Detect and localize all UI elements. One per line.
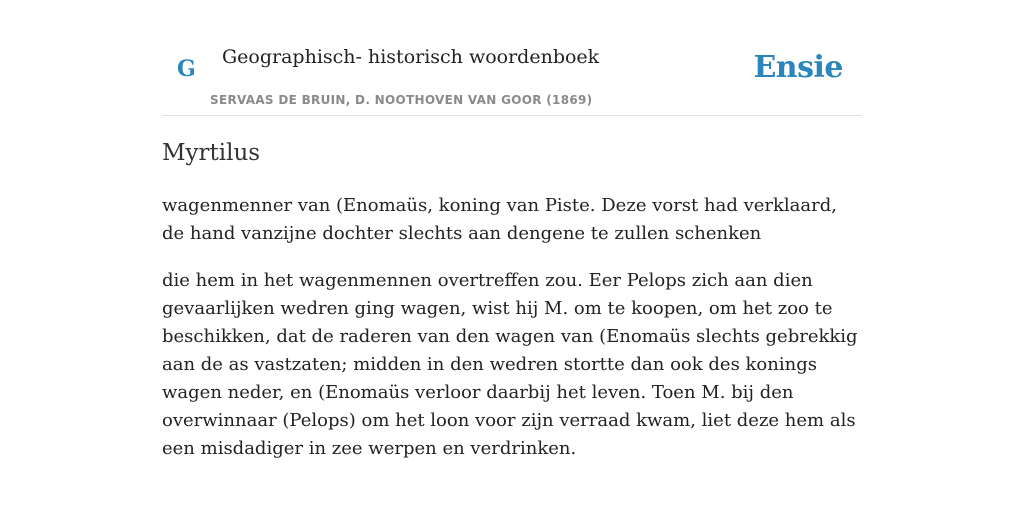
book-initial-icon[interactable]: G (177, 56, 196, 82)
book-author: SERVAAS DE BRUIN, D. NOOTHOVEN VAN GOOR (1869) (210, 93, 593, 107)
entry-paragraph-2: die hem in het wagenmennen overtreffen zou. Eer Pelops zich aan dien gevaarlijken wedren ging wagen, wist hij M. om te koopen, om het zoo te beschikken, dat de raderen van den wagen van (Enomaüs slechts gebrekkig aan de as vastzaten; midden in den wedren stortte dan ook des konings wagen neder, en (Enomaüs verloor daarbij het leven. Toen M. bij den overwinnaar (Pelops) om het loon voor zijn verraad kwam, liet deze hem als een misdadiger in zee werpen en verdrinken. (162, 270, 858, 459)
entry-title: Myrtilus (162, 140, 261, 166)
book-header (162, 40, 862, 116)
entry-paragraph-1: wagenmenner van (Enomaüs, koning van Piste. Deze vorst had verklaard, de hand vanzijne dochter slechts aan dengene te zullen schenken (162, 195, 837, 244)
book-title-link[interactable]: Geographisch- historisch woordenboek (222, 46, 600, 68)
ensie-logo-link[interactable]: Ensie (753, 50, 843, 85)
entry-body (162, 192, 862, 482)
